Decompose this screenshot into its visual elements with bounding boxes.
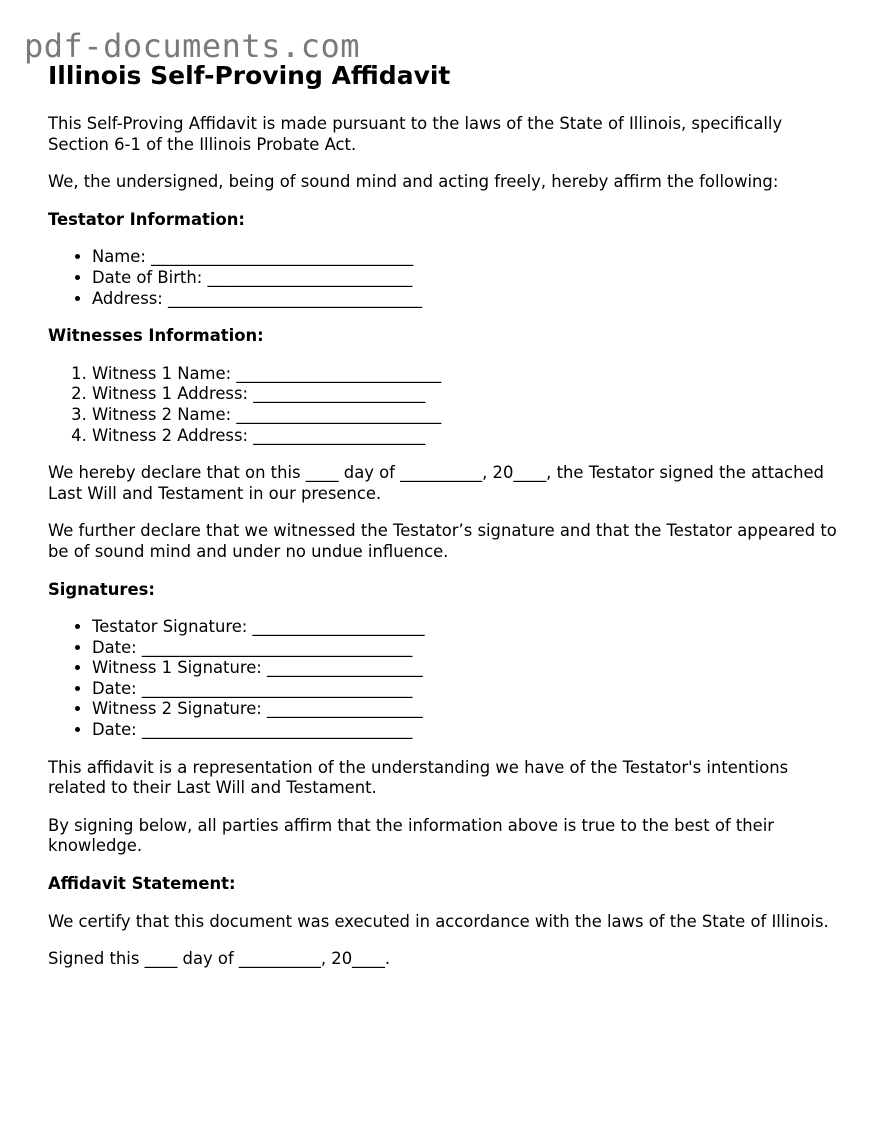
- affirm-paragraph: We, the undersigned, being of sound mind and acting freely, hereby affirm the following:: [48, 172, 779, 192]
- witness-1-name-field: 1. Witness 1 Name: _________________________: [92, 364, 848, 385]
- witness-2-date-field: • Date: _________________________________: [92, 720, 848, 741]
- declaration-witness-paragraph: We further declare that we witnessed the Testator’s signature and that the Testator appeared to be of sound mind and under no undue influence.: [48, 521, 837, 561]
- witness-1-date-field: • Date: _________________________________: [92, 679, 848, 700]
- declaration-signing-paragraph: We hereby declare that on this ____ day of __________, 20____, the Testator signed the attached Last Will and Testament in our presence.: [48, 463, 824, 503]
- representation-paragraph: This affidavit is a representation of the understanding we have of the Testator's intentions related to their Last Will and Testament.: [48, 757, 789, 798]
- document-title: Illinois Self-Proving Affidavit: [48, 61, 451, 90]
- signed-this-line: Signed this ____ day of __________, 20____.: [48, 949, 391, 969]
- witness-2-name-field: 3. Witness 2 Name: _________________________: [92, 405, 848, 426]
- intro-paragraph: This Self-Proving Affidavit is made pursuant to the laws of the State of Illinois, specifically Section 6-1 of the Illinois Probate Act.: [48, 114, 783, 154]
- witness-1-address-field: 2. Witness 1 Address: _____________________: [92, 384, 848, 405]
- testator-dob-field: • Date of Birth: _________________________: [92, 268, 848, 289]
- witnesses-heading: Witnesses Information:: [48, 326, 264, 346]
- by-signing-paragraph: By signing below, all parties affirm that the information above is true to the best of their knowledge.: [48, 815, 775, 856]
- testator-name-field: • Name: ________________________________: [92, 247, 848, 268]
- witness-field-list: [48, 364, 848, 446]
- witness-2-signature-field: • Witness 2 Signature: ___________________: [92, 699, 848, 720]
- witness-2-address-field: 4. Witness 2 Address: _____________________: [92, 426, 848, 447]
- testator-date-field: • Date: _________________________________: [92, 638, 848, 659]
- signature-field-list: [48, 617, 848, 741]
- signatures-heading: Signatures:: [48, 579, 155, 599]
- testator-field-list: [48, 247, 848, 309]
- affidavit-statement-heading: Affidavit Statement:: [48, 874, 236, 894]
- witness-1-signature-field: • Witness 1 Signature: ___________________: [92, 658, 848, 679]
- document-body: [48, 58, 848, 987]
- testator-signature-field: • Testator Signature: _____________________: [92, 617, 848, 638]
- watermark-text: pdf-documents.com: [24, 27, 361, 65]
- testator-heading: Testator Information:: [48, 209, 245, 229]
- certify-paragraph: We certify that this document was executed in accordance with the laws of the State of Illinois.: [48, 911, 829, 931]
- testator-address-field: • Address: _______________________________: [92, 289, 848, 310]
